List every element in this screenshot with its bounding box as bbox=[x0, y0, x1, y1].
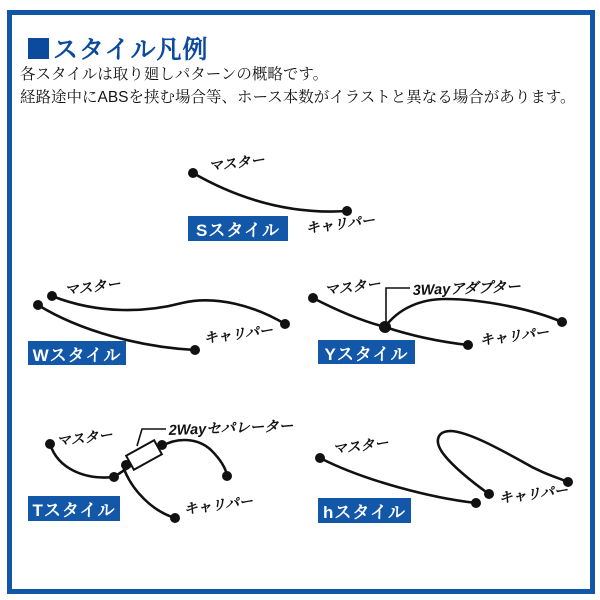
y-caliper-dot-mid bbox=[463, 340, 473, 350]
t-right-hose-path bbox=[162, 440, 227, 476]
w-caliper-label: キャリパー bbox=[202, 321, 274, 347]
s-style-badge: Sスタイル bbox=[188, 216, 288, 241]
y-caliper-label: キャリパー bbox=[478, 323, 550, 349]
t-caliper-hose-path bbox=[124, 469, 175, 518]
y-adapter-leader-line bbox=[386, 288, 410, 322]
w-master-dot-upper bbox=[47, 291, 57, 301]
t-master-dot bbox=[45, 439, 55, 449]
s-master-dot bbox=[188, 168, 198, 178]
h-style-badge: hスタイル bbox=[318, 498, 411, 523]
t-master-label: マスター bbox=[55, 426, 114, 450]
w-caliper-dot-mid bbox=[190, 345, 200, 355]
description-line-1: 各スタイルは取り廻しパターンの概略です。 bbox=[20, 66, 329, 83]
h-loop-start-dot bbox=[484, 489, 494, 499]
w-master-label: マスター bbox=[63, 275, 122, 299]
page-title-text: スタイル凡例 bbox=[53, 36, 209, 64]
y-caliper-dot-right bbox=[557, 317, 567, 327]
t-separator-label: 2Wayセパレーター bbox=[168, 418, 294, 440]
t-caliper-dot-bottom bbox=[170, 513, 180, 523]
w-style-badge: Wスタイル bbox=[28, 341, 126, 365]
w-master-dot-lower bbox=[33, 300, 43, 310]
s-caliper-label: キャリパー bbox=[304, 211, 376, 237]
t-caliper-dot-right bbox=[222, 471, 232, 481]
h-master-dot bbox=[315, 453, 325, 463]
t-separator-box bbox=[126, 440, 162, 470]
h-master-label: マスター bbox=[331, 434, 390, 458]
t-separator-dot-left bbox=[121, 460, 131, 470]
y-adapter-label: 3Wayアダプター bbox=[412, 279, 521, 300]
y-master-dot bbox=[308, 293, 318, 303]
y-master-hose-path bbox=[313, 298, 385, 327]
description-line-2: 経路途中にABSを挟む場合等、ホース本数がイラストと異なる場合があります。 bbox=[20, 89, 576, 106]
t-caliper-label: キャリパー bbox=[182, 492, 254, 518]
y-master-label: マスター bbox=[323, 275, 382, 299]
t-junction-dot-lower bbox=[109, 472, 119, 482]
y-style-badge: Yスタイル bbox=[318, 340, 415, 364]
w-caliper-dot-right bbox=[280, 319, 290, 329]
y-adapter-junction-dot bbox=[379, 321, 391, 333]
t-style-badge: Tスタイル bbox=[28, 496, 120, 521]
s-master-label: マスター bbox=[207, 151, 266, 175]
w-upper-hose-path bbox=[52, 296, 285, 324]
h-caliper-label: キャリパー bbox=[497, 481, 569, 507]
h-caliper-dot-bottom bbox=[471, 498, 481, 508]
t-separator-dot-right bbox=[157, 440, 167, 450]
s-hose-path bbox=[193, 173, 347, 212]
